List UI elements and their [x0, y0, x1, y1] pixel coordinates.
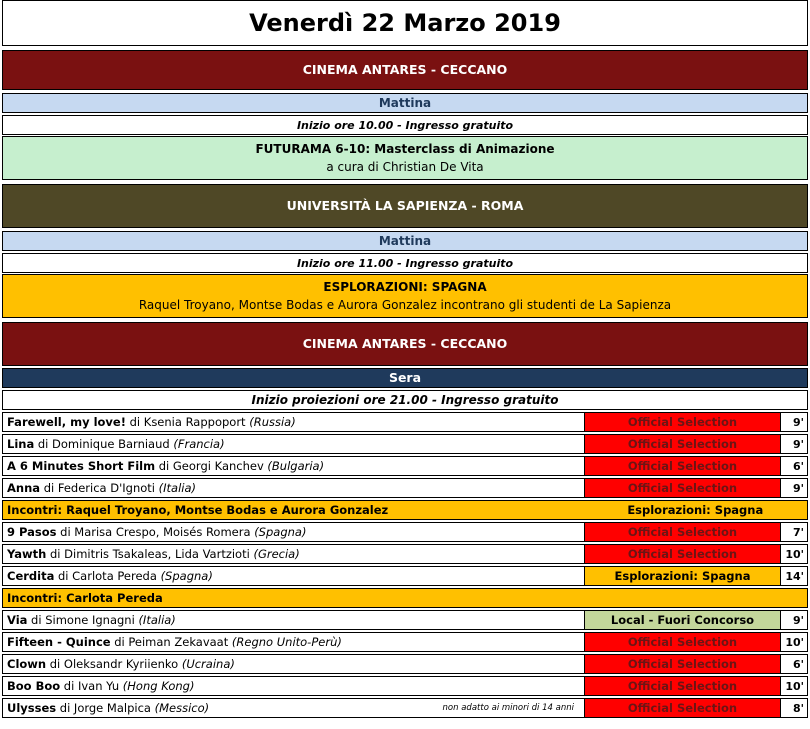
film-info: [2, 676, 584, 696]
film-row: [2, 654, 808, 674]
film-category-badge: Official Selection: [584, 544, 781, 564]
film-duration: 10': [781, 632, 808, 652]
film-country: (Italia): [138, 613, 176, 627]
film-duration: 9': [781, 478, 808, 498]
film-category-badge: Official Selection: [584, 522, 781, 542]
film-country: (Hong Kong): [122, 679, 195, 693]
film-category-badge: Esplorazioni: Spagna: [584, 566, 781, 586]
film-info: [2, 698, 584, 718]
event-esplorazioni-title: ESPLORAZIONI: SPAGNA: [323, 280, 487, 294]
film-info: [2, 522, 584, 542]
venue-header-sapienza: UNIVERSITÀ LA SAPIENZA - ROMA: [2, 184, 808, 228]
page-title: Venerdì 22 Marzo 2019: [2, 0, 808, 46]
film-duration: 6': [781, 654, 808, 674]
film-country: (Messico): [154, 701, 210, 715]
start-time-1: Inizio ore 10.00 - Ingresso gratuito: [2, 115, 808, 135]
film-title: Clown: [7, 657, 47, 671]
film-category-badge: Official Selection: [584, 434, 781, 454]
film-category-badge: Official Selection: [584, 698, 781, 718]
film-director: di Carlota Pereda: [54, 569, 161, 583]
film-director: di Ksenia Rappoport: [125, 415, 250, 429]
event-futurama-sub: a cura di Christian De Vita: [326, 160, 484, 174]
film-director: di Ivan Yu: [60, 679, 123, 693]
film-row: [2, 434, 808, 454]
film-title: Lina: [7, 437, 35, 451]
film-row: [2, 676, 808, 696]
film-info: [2, 632, 584, 652]
film-category-badge: Official Selection: [584, 412, 781, 432]
event-futurama: [2, 136, 808, 180]
start-time-2: Inizio ore 11.00 - Ingresso gratuito: [2, 253, 808, 273]
film-info: [2, 566, 584, 586]
film-info: [2, 654, 584, 674]
film-duration: 10': [781, 676, 808, 696]
film-country: (Regno Unito-Perù): [231, 635, 342, 649]
film-director: di Georgi Kanchev: [155, 459, 268, 473]
film-title: Fifteen - Quince: [7, 635, 111, 649]
incontri-row: [2, 588, 808, 608]
film-country: (Bulgaria): [267, 459, 325, 473]
film-title: Boo Boo: [7, 679, 61, 693]
film-info: [2, 544, 584, 564]
incontri-row: [2, 500, 808, 520]
film-duration: 9': [781, 610, 808, 630]
film-info: [2, 610, 584, 630]
venue-header-antares-morning: CINEMA ANTARES - CECCANO: [2, 50, 808, 90]
film-info: [2, 412, 584, 432]
session-label-morning-2: Mattina: [2, 231, 808, 251]
film-country: (Spagna): [254, 525, 307, 539]
film-row: [2, 412, 808, 432]
film-row: [2, 566, 808, 586]
film-title: Yawth: [7, 547, 47, 561]
event-futurama-title: FUTURAMA 6-10: Masterclass di Animazione: [255, 142, 555, 156]
film-country: (Spagna): [160, 569, 213, 583]
film-country: (Grecia): [253, 547, 300, 561]
film-category-badge: Official Selection: [584, 456, 781, 476]
film-info: [2, 478, 584, 498]
film-category-badge: Official Selection: [584, 676, 781, 696]
film-country: (Italia): [158, 481, 196, 495]
venue-header-antares-evening: CINEMA ANTARES - CECCANO: [2, 322, 808, 366]
film-title: Ulysses: [7, 701, 57, 715]
film-row: [2, 610, 808, 630]
film-info: [2, 456, 584, 476]
film-category-badge: Official Selection: [584, 632, 781, 652]
event-esplorazioni-sub: Raquel Troyano, Montse Bodas e Aurora Gonzalez incontrano gli studenti de La Sapienza: [138, 298, 672, 312]
film-category-badge: Local - Fuori Concorso: [584, 610, 781, 630]
session-label-evening: Sera: [2, 368, 808, 388]
film-director: di Dominique Barniaud: [34, 437, 174, 451]
film-title: Via: [7, 613, 28, 627]
film-duration: 10': [781, 544, 808, 564]
incontri-category: Esplorazioni: Spagna: [627, 503, 764, 517]
film-director: di Peiman Zekavaat: [110, 635, 232, 649]
film-duration: 6': [781, 456, 808, 476]
film-category-badge: Official Selection: [584, 654, 781, 674]
film-duration: 9': [781, 412, 808, 432]
age-rating-note: non adatto ai minori di 14 anni: [442, 703, 574, 713]
start-time-3: Inizio proiezioni ore 21.00 - Ingresso gratuito: [2, 390, 808, 410]
film-category-badge: Official Selection: [584, 478, 781, 498]
incontri-category: [584, 589, 807, 607]
film-director: di Simone Ignagni: [27, 613, 139, 627]
film-info: [2, 434, 584, 454]
film-title: A 6 Minutes Short Film: [7, 459, 156, 473]
film-row: [2, 544, 808, 564]
film-director: di Marisa Crespo, Moisés Romera: [56, 525, 255, 539]
film-duration: 8': [781, 698, 808, 718]
film-title: Farewell, my love!: [7, 415, 126, 429]
film-director: di Jorge Malpica: [56, 701, 155, 715]
session-label-morning-1: Mattina: [2, 93, 808, 113]
incontri-label: Incontri: Raquel Troyano, Montse Bodas e Aurora Gonzalez: [7, 503, 389, 517]
film-row: [2, 632, 808, 652]
film-row: [2, 522, 808, 542]
film-duration: 14': [781, 566, 808, 586]
film-title: 9 Pasos: [7, 525, 57, 539]
event-esplorazioni: [2, 274, 808, 318]
film-director: di Oleksandr Kyriienko: [46, 657, 182, 671]
film-director: di Federica D'Ignoti: [40, 481, 159, 495]
film-row: [2, 698, 808, 718]
film-title: Cerdita: [7, 569, 55, 583]
film-director: di Dimitris Tsakaleas, Lida Vartzioti: [46, 547, 254, 561]
incontri-label: Incontri: Carlota Pereda: [7, 591, 163, 605]
film-country: (Ucraina): [181, 657, 235, 671]
film-row: [2, 478, 808, 498]
film-row: [2, 456, 808, 476]
film-country: (Francia): [173, 437, 225, 451]
film-title: Anna: [7, 481, 41, 495]
film-duration: 7': [781, 522, 808, 542]
film-country: (Russia): [249, 415, 296, 429]
film-duration: 9': [781, 434, 808, 454]
